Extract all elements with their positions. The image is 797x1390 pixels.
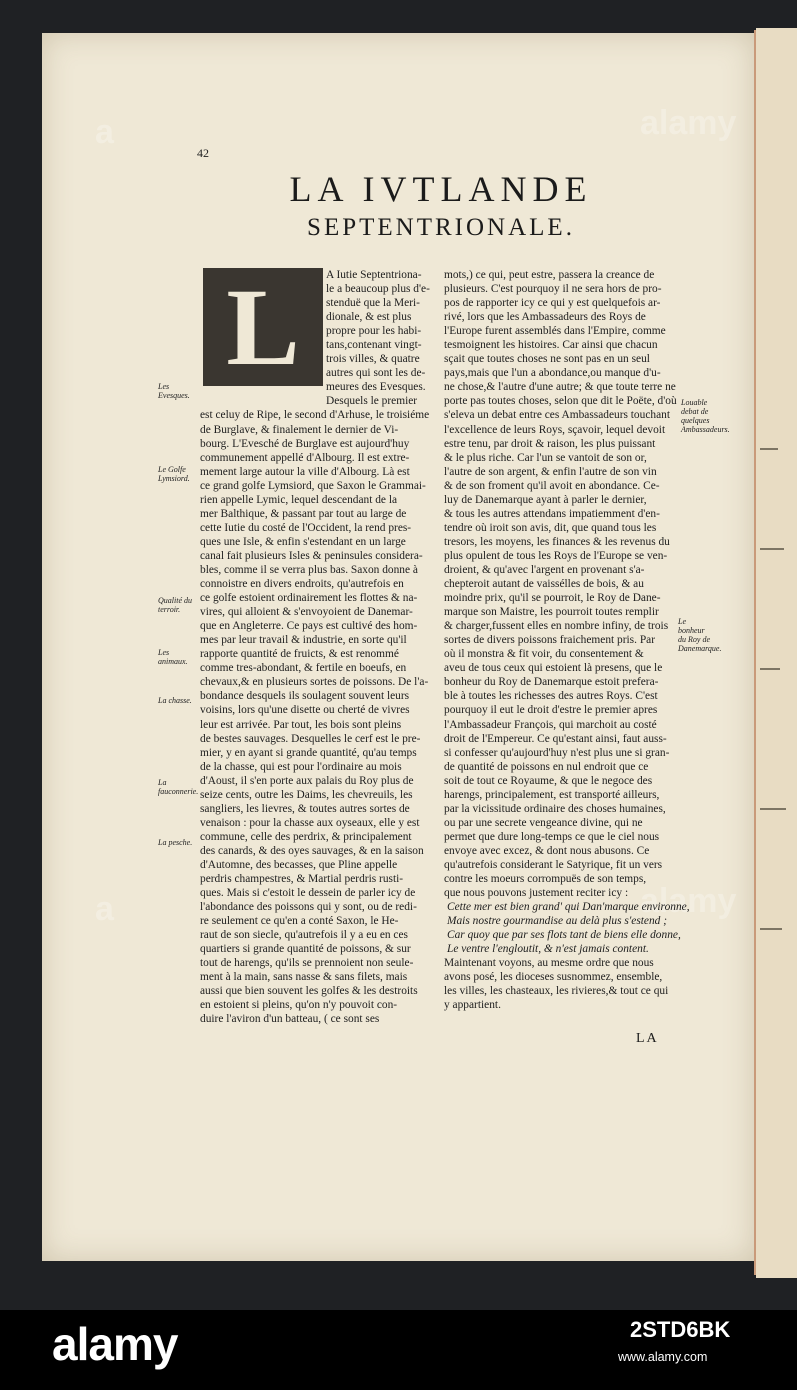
- text-line: cette Iutie du costé de l'Occident, la rend pres-: [200, 521, 412, 534]
- text-line: plusieurs. C'est pourquoy il ne sera hors de pro-: [444, 283, 662, 296]
- text-line: porte pas toutes choses, selon que dit le Poëte, d'où: [444, 395, 677, 408]
- text-line: tout de harengs, qu'ils se prennoient non seule-: [200, 957, 414, 970]
- text-line: & tous les autres attendans impatiemment d'en-: [444, 507, 660, 520]
- text-line: ou par une secrete vengeance divine, qui ne: [444, 816, 643, 829]
- text-line: mer Balthique, & passant par tout au large de: [200, 507, 407, 520]
- text-line: leur est arrivée. Par tout, les bois sont pleins: [200, 718, 402, 731]
- text-line: estre tenu, par droit & raison, les plus puissant: [444, 437, 656, 450]
- text-line: vires, qui alloient & s'envoyoient de Danemar-: [200, 606, 413, 619]
- text-line: de la chasse, qui est pour l'ordinaire au mois: [200, 760, 402, 773]
- page-title: LA IVTLANDE: [289, 169, 593, 209]
- text-line: sçait que toutes choses ne sont pas en un seul: [444, 353, 650, 366]
- text-line: perdris champestres, & Martial perdris rusti-: [200, 873, 404, 886]
- text-line: bonheur du Roy de Danemarque estoit prefera-: [444, 676, 659, 689]
- text-line: meures des Evesques.: [326, 381, 426, 394]
- text-line: en estoient si pleins, qu'on n'y pouvoit con-: [200, 999, 398, 1012]
- text-line: pos de rapporter icy ce qui y est quelquefois ar-: [444, 297, 661, 310]
- text-line: chepteroit autant de vaissélles de bois, & au: [444, 578, 644, 591]
- watermark-mark: a: [95, 113, 114, 151]
- text-line: trois villes, & quatre: [326, 353, 420, 366]
- text-line: ques une Isle, & enfin s'estendant en un large: [200, 535, 406, 548]
- margin-note: Le Golfe Lymsiord.: [158, 465, 190, 483]
- margin-note: La chasse.: [158, 696, 192, 705]
- text-line: mement large autour la ville d'Albourg. Là est: [200, 465, 410, 478]
- text-line: soit de tout ce Royaume, & que le negoce des: [444, 774, 653, 787]
- text-line: comme tres-abondant, & fertile en boeufs, en: [200, 662, 407, 675]
- text-line: l'Europe furent assemblés dans l'Empire, comme: [444, 325, 666, 338]
- text-line: ques. Mais si c'estoit le dessein de parler icy de: [200, 887, 416, 900]
- text-line: ce grand golfe Lymsiord, que Saxon le Grammai-: [200, 479, 426, 492]
- text-line: voisins, lors qu'une disette ou cherté de vivres: [200, 704, 410, 717]
- text-line: raut de son siecle, qu'autrefois il y a eu en ces: [200, 929, 408, 942]
- text-line: ble à toutes les richesses des autres Roys. C'est: [444, 690, 658, 703]
- margin-note: Le bonheur du Roy de Danemarque.: [678, 617, 722, 653]
- text-line: par la vicissitude ordinaire des choses humaines,: [444, 802, 666, 815]
- text-line: ce golfe estoient ordinairement les flottes & na-: [200, 592, 418, 605]
- text-line: Car quoy que par ses flots tant de biens elle donne,: [447, 929, 681, 942]
- text-line: le a beaucoup plus d'e-: [326, 283, 430, 296]
- margin-note: La fauconnerie.: [158, 778, 199, 796]
- text-line: Le ventre l'engloutit, & n'est jamais content.: [447, 943, 649, 956]
- text-line: chevaux,& en plusieurs sortes de poissons. De l'a-: [200, 676, 429, 689]
- site-url: www.alamy.com: [618, 1350, 708, 1364]
- text-line: Maintenant voyons, au mesme ordre que nous: [444, 957, 654, 970]
- text-line: tendre où iroit son avis, dit, que quand tous les: [444, 521, 657, 534]
- text-line: moindre prix, qu'il se pourroit, le Roy de Dane-: [444, 592, 661, 605]
- left-text-column: [200, 268, 435, 1027]
- text-line: est celuy de Ripe, le second d'Arhuse, le troisiéme: [200, 409, 430, 422]
- text-line: qu'autrefois considerant le Satyrique, fit un vers: [444, 858, 663, 871]
- text-line: aussi que bien souvent les golfes & les destroits: [200, 985, 418, 998]
- text-line: plus opulent de tous les Roys de l'Europe se ven-: [444, 549, 668, 562]
- text-line: canal fait plusieurs Isles & peninsules considera-: [200, 549, 423, 562]
- text-line: l'Ambassadeur François, qui marchoit au costé: [444, 718, 657, 731]
- text-line: dionale, & est plus: [326, 311, 412, 324]
- text-line: ne chose,& l'autre d'une autre; & que toute terre ne: [444, 381, 676, 394]
- text-line: marque son Maistre, les pourroit toutes remplir: [444, 606, 659, 619]
- text-line: A Iutie Septentriona-: [326, 269, 422, 281]
- text-line: & de son froment qu'il avoit en abondance. Ce-: [444, 479, 660, 492]
- text-line: avons posé, les dioceses susnommez, ensemble,: [444, 971, 663, 984]
- text-line: mier, y en ayant si grande quantité, qu'au temps: [200, 746, 417, 759]
- text-line: commune, celle des perdrix, & principalement: [200, 830, 412, 843]
- text-line: bondance desquels ils soulagent souvent leurs: [200, 690, 410, 703]
- margin-note: Louable debat de quelques Ambassadeurs.: [681, 398, 730, 434]
- catchword: LA: [636, 1031, 659, 1046]
- margin-note: La pesche.: [158, 838, 193, 847]
- text-line: rapporte quantité de fruicts, & est renommé: [200, 648, 399, 661]
- text-line: aveu de tous ceux qui estoient là presens, que le: [444, 662, 663, 675]
- text-line: Cette mer est bien grand' qui Dan'marque environne,: [447, 901, 690, 914]
- text-line: & charger,fussent elles en nombre infiny, de trois: [444, 620, 669, 633]
- image-code: 2STD6BK: [630, 1317, 731, 1342]
- text-line: quartiers si grande quantité de poissons, & sur: [200, 943, 411, 956]
- text-line: permet que dure long-temps ce que le ciel nous: [444, 830, 660, 843]
- watermark-mark: alamy: [640, 104, 737, 142]
- text-line: Mais nostre gourmandise au delà plus s'estend ;: [447, 915, 668, 928]
- facing-page: [756, 28, 797, 1278]
- text-line: de Burglave, & finalement le dernier de Vi-: [200, 423, 399, 436]
- text-line: ment à la main, sans nasse & sans filets, mais: [200, 971, 408, 984]
- text-line: où il monstra & fit voir, du consentement &: [444, 648, 644, 661]
- text-line: sortes de divers poissons fraichement pris. Par: [444, 634, 655, 647]
- text-line: tans,contenant vingt-: [326, 339, 422, 352]
- text-line: pourquoy il eut le droit d'estre le premier apres: [444, 704, 658, 717]
- margin-note: Les animaux.: [158, 648, 188, 666]
- text-line: envoye avec excez, & dont nous abusons. Ce: [444, 844, 650, 857]
- text-line: connoistre en divers endroits, qu'autrefois en: [200, 578, 404, 591]
- margin-note: Les Evesques.: [158, 382, 190, 400]
- text-line: d'Aoust, il s'en porte aux palais du Roy plus de: [200, 774, 414, 787]
- brand-logo: alamy: [52, 1318, 178, 1370]
- text-line: mots,) ce qui, peut estre, passera la creance de: [444, 269, 655, 281]
- text-line: bles, comme il se verra plus bas. Saxon donne à: [200, 563, 418, 576]
- text-line: l'abondance des poissons qui y sont, ou de redi-: [200, 901, 417, 914]
- text-line: luy de Danemarque ayant à parler le dernier,: [444, 493, 647, 506]
- text-line: l'autre de son argent, & enfin l'autre de son vin: [444, 465, 657, 478]
- text-line: communement appellé d'Albourg. Il est extre-: [200, 451, 410, 464]
- text-line: droient, & qu'avec l'argent en provenant s'a-: [444, 563, 645, 576]
- text-line: venaison : pour la chasse aux oyseaux, elle y est: [200, 816, 420, 829]
- text-line: si confesser qu'aujourd'huy n'est plus une si gran-: [444, 746, 670, 759]
- text-line: bourg. L'Evesché de Burglave est aujourd'huy: [200, 437, 410, 450]
- text-line: rien appelle Lymic, lequel descendant de la: [200, 493, 398, 506]
- text-line: contre les moeurs corrompuës de son temps,: [444, 873, 647, 886]
- text-line: autres qui sont les de-: [326, 367, 426, 380]
- text-line: mes par leur travail & industrie, en sorte qu'il: [200, 634, 407, 647]
- text-line: seize cents, outre les Daims, les chevreuils, les: [200, 788, 413, 801]
- text-line: que nous pouvons justement reciter icy :: [444, 887, 629, 900]
- page-subtitle: SEPTENTRIONALE.: [307, 214, 575, 241]
- text-line: y appartient.: [444, 999, 501, 1012]
- text-line: Desquels le premier: [326, 395, 418, 408]
- text-line: d'Automne, des becasses, que Pline appelle: [200, 858, 398, 871]
- watermark-mark: alamy: [640, 882, 737, 920]
- text-line: tresors, les moyens, les finances & les revenus du: [444, 535, 670, 548]
- text-line: stenduë que la Meri-: [326, 297, 420, 310]
- text-line: rivé, lors que les Ambassadeurs des Roys de: [444, 311, 646, 324]
- text-line: sangliers, les lievres, & toutes autres sortes de: [200, 802, 410, 815]
- text-line: propre pour les habi-: [326, 325, 422, 338]
- text-line: droit de l'Empereur. Ce qu'estant ainsi, faut auss-: [444, 732, 667, 745]
- text-line: de quantité de poissons en nul endroit que ce: [444, 760, 649, 773]
- text-line: que en Angleterre. Ce pays est cultivé des hom-: [200, 620, 418, 633]
- page-number: 42: [197, 146, 209, 160]
- text-line: pays,mais que l'un a abondance,ou manque d'u-: [444, 367, 661, 380]
- text-line: de bestes sauvages. Desquelles le cerf est le pre-: [200, 732, 421, 745]
- text-line: re seulement ce qu'en a conté Saxon, le He-: [200, 915, 399, 928]
- text-line: harengs, principalement, est transporté ailleurs,: [444, 788, 660, 801]
- text-line: l'excellence de leurs Roys, sçavoir, lequel devoit: [444, 423, 666, 436]
- margin-note: Qualité du terroir.: [158, 596, 192, 614]
- text-line: s'eleva un debat entre ces Ambassadeurs touchant: [444, 409, 670, 422]
- drop-cap-letter: L: [226, 266, 300, 388]
- text-line: les villes, les chasteaux, les rivieres,& tout ce qui: [444, 985, 669, 998]
- text-line: duire l'aviron d'un batteau, ( ce sont ses: [200, 1013, 380, 1026]
- text-line: & le plus riche. Car l'un se vantoit de son or,: [444, 451, 647, 464]
- watermark-mark: a: [95, 890, 114, 928]
- text-line: des canards, & des oyes sauvages, & en la saison: [200, 844, 424, 857]
- text-line: tesmoignent les histoires. Car ainsi que chacun: [444, 339, 658, 352]
